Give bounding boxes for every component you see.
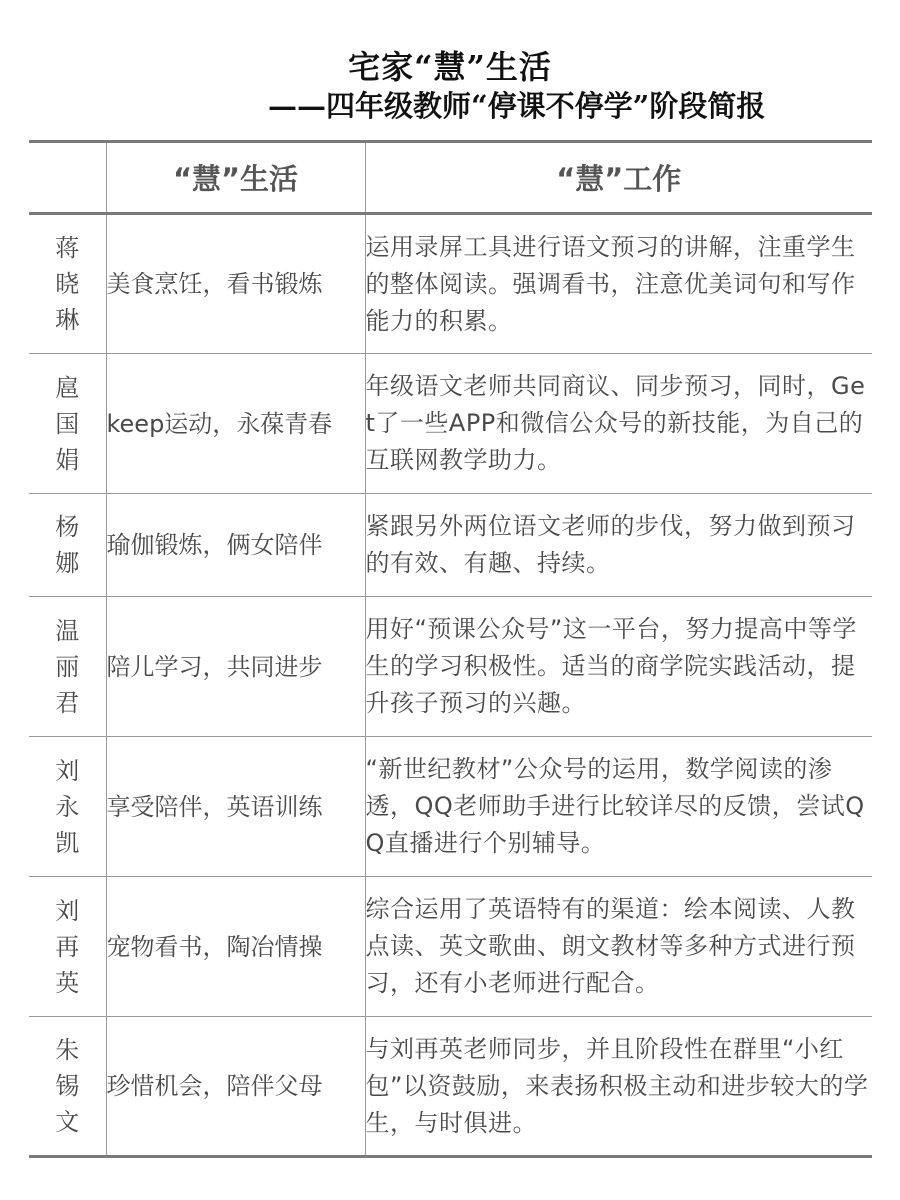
life-cell: 美食烹饪，看书锻炼: [106, 214, 365, 354]
teacher-name: 朱锡文: [55, 1036, 80, 1136]
table-row: [29, 354, 872, 494]
teacher-name-cell: [29, 354, 106, 494]
life-cell: 珍惜机会，陪伴父母: [106, 1017, 365, 1157]
work-cell: “新世纪教材”公众号的运用，数学阅读的渗透，QQ老师助手进行比较详尽的反馈，尝试QQ直播进行个别辅导。: [365, 737, 872, 877]
header-work: “慧”工作: [365, 142, 872, 214]
life-cell: keep运动，永葆青春: [106, 354, 365, 494]
work-cell: 综合运用了英语特有的渠道：绘本阅读、人教点读、英文歌曲、朗文教材等多种方式进行预习，还有小老师进行配合。: [365, 877, 872, 1017]
teacher-name-cell: [29, 1017, 106, 1157]
teacher-name-cell: [29, 214, 106, 354]
life-cell: 享受陪伴，英语训练: [106, 737, 365, 877]
work-cell: 运用录屏工具进行语文预习的讲解，注重学生的整体阅读。强调看书，注意优美词句和写作能力的积累。: [365, 214, 872, 354]
teacher-name-cell: [29, 597, 106, 737]
life-cell: 瑜伽锻炼，俩女陪伴: [106, 494, 365, 597]
table-header-row: [29, 142, 872, 214]
page-subtitle: ——四年级教师“停课不停学”阶段简报: [268, 89, 766, 123]
teacher-name: 蒋晓琳: [55, 234, 80, 334]
teacher-name-cell: [29, 877, 106, 1017]
life-cell: 宠物看书，陶冶情操: [106, 877, 365, 1017]
table-row: [29, 737, 872, 877]
work-cell: 紧跟另外两位语文老师的步伐，努力做到预习的有效、有趣、持续。: [365, 494, 872, 597]
life-cell: 陪儿学习，共同进步: [106, 597, 365, 737]
table-row: [29, 214, 872, 354]
report-table: [29, 140, 872, 1158]
teacher-name: 杨娜: [55, 513, 80, 577]
table-row: [29, 494, 872, 597]
teacher-name: 刘永凯: [55, 756, 80, 857]
header-name: [29, 142, 106, 214]
header-life: “慧”生活: [106, 142, 365, 214]
page-title: 宅家“慧”生活: [348, 48, 552, 86]
teacher-name: 刘再英: [55, 896, 80, 997]
table-row: [29, 1017, 872, 1157]
table-row: [29, 877, 872, 1017]
work-cell: 年级语文老师共同商议、同步预习，同时，Get了一些APP和微信公众号的新技能，为自己的互联网教学助力。: [365, 354, 872, 494]
teacher-name-cell: [29, 737, 106, 877]
teacher-name: 温丽君: [55, 616, 80, 717]
work-cell: 用好“预课公众号”这一平台，努力提高中等学生的学习积极性。适当的商学院实践活动，提升孩子预习的兴趣。: [365, 597, 872, 737]
work-cell: 与刘再英老师同步，并且阶段性在群里“小红包”以资鼓励，来表扬积极主动和进步较大的学生，与时俱进。: [365, 1017, 872, 1157]
teacher-name-cell: [29, 494, 106, 597]
table-row: [29, 597, 872, 737]
teacher-name: 扈国娟: [55, 373, 80, 474]
